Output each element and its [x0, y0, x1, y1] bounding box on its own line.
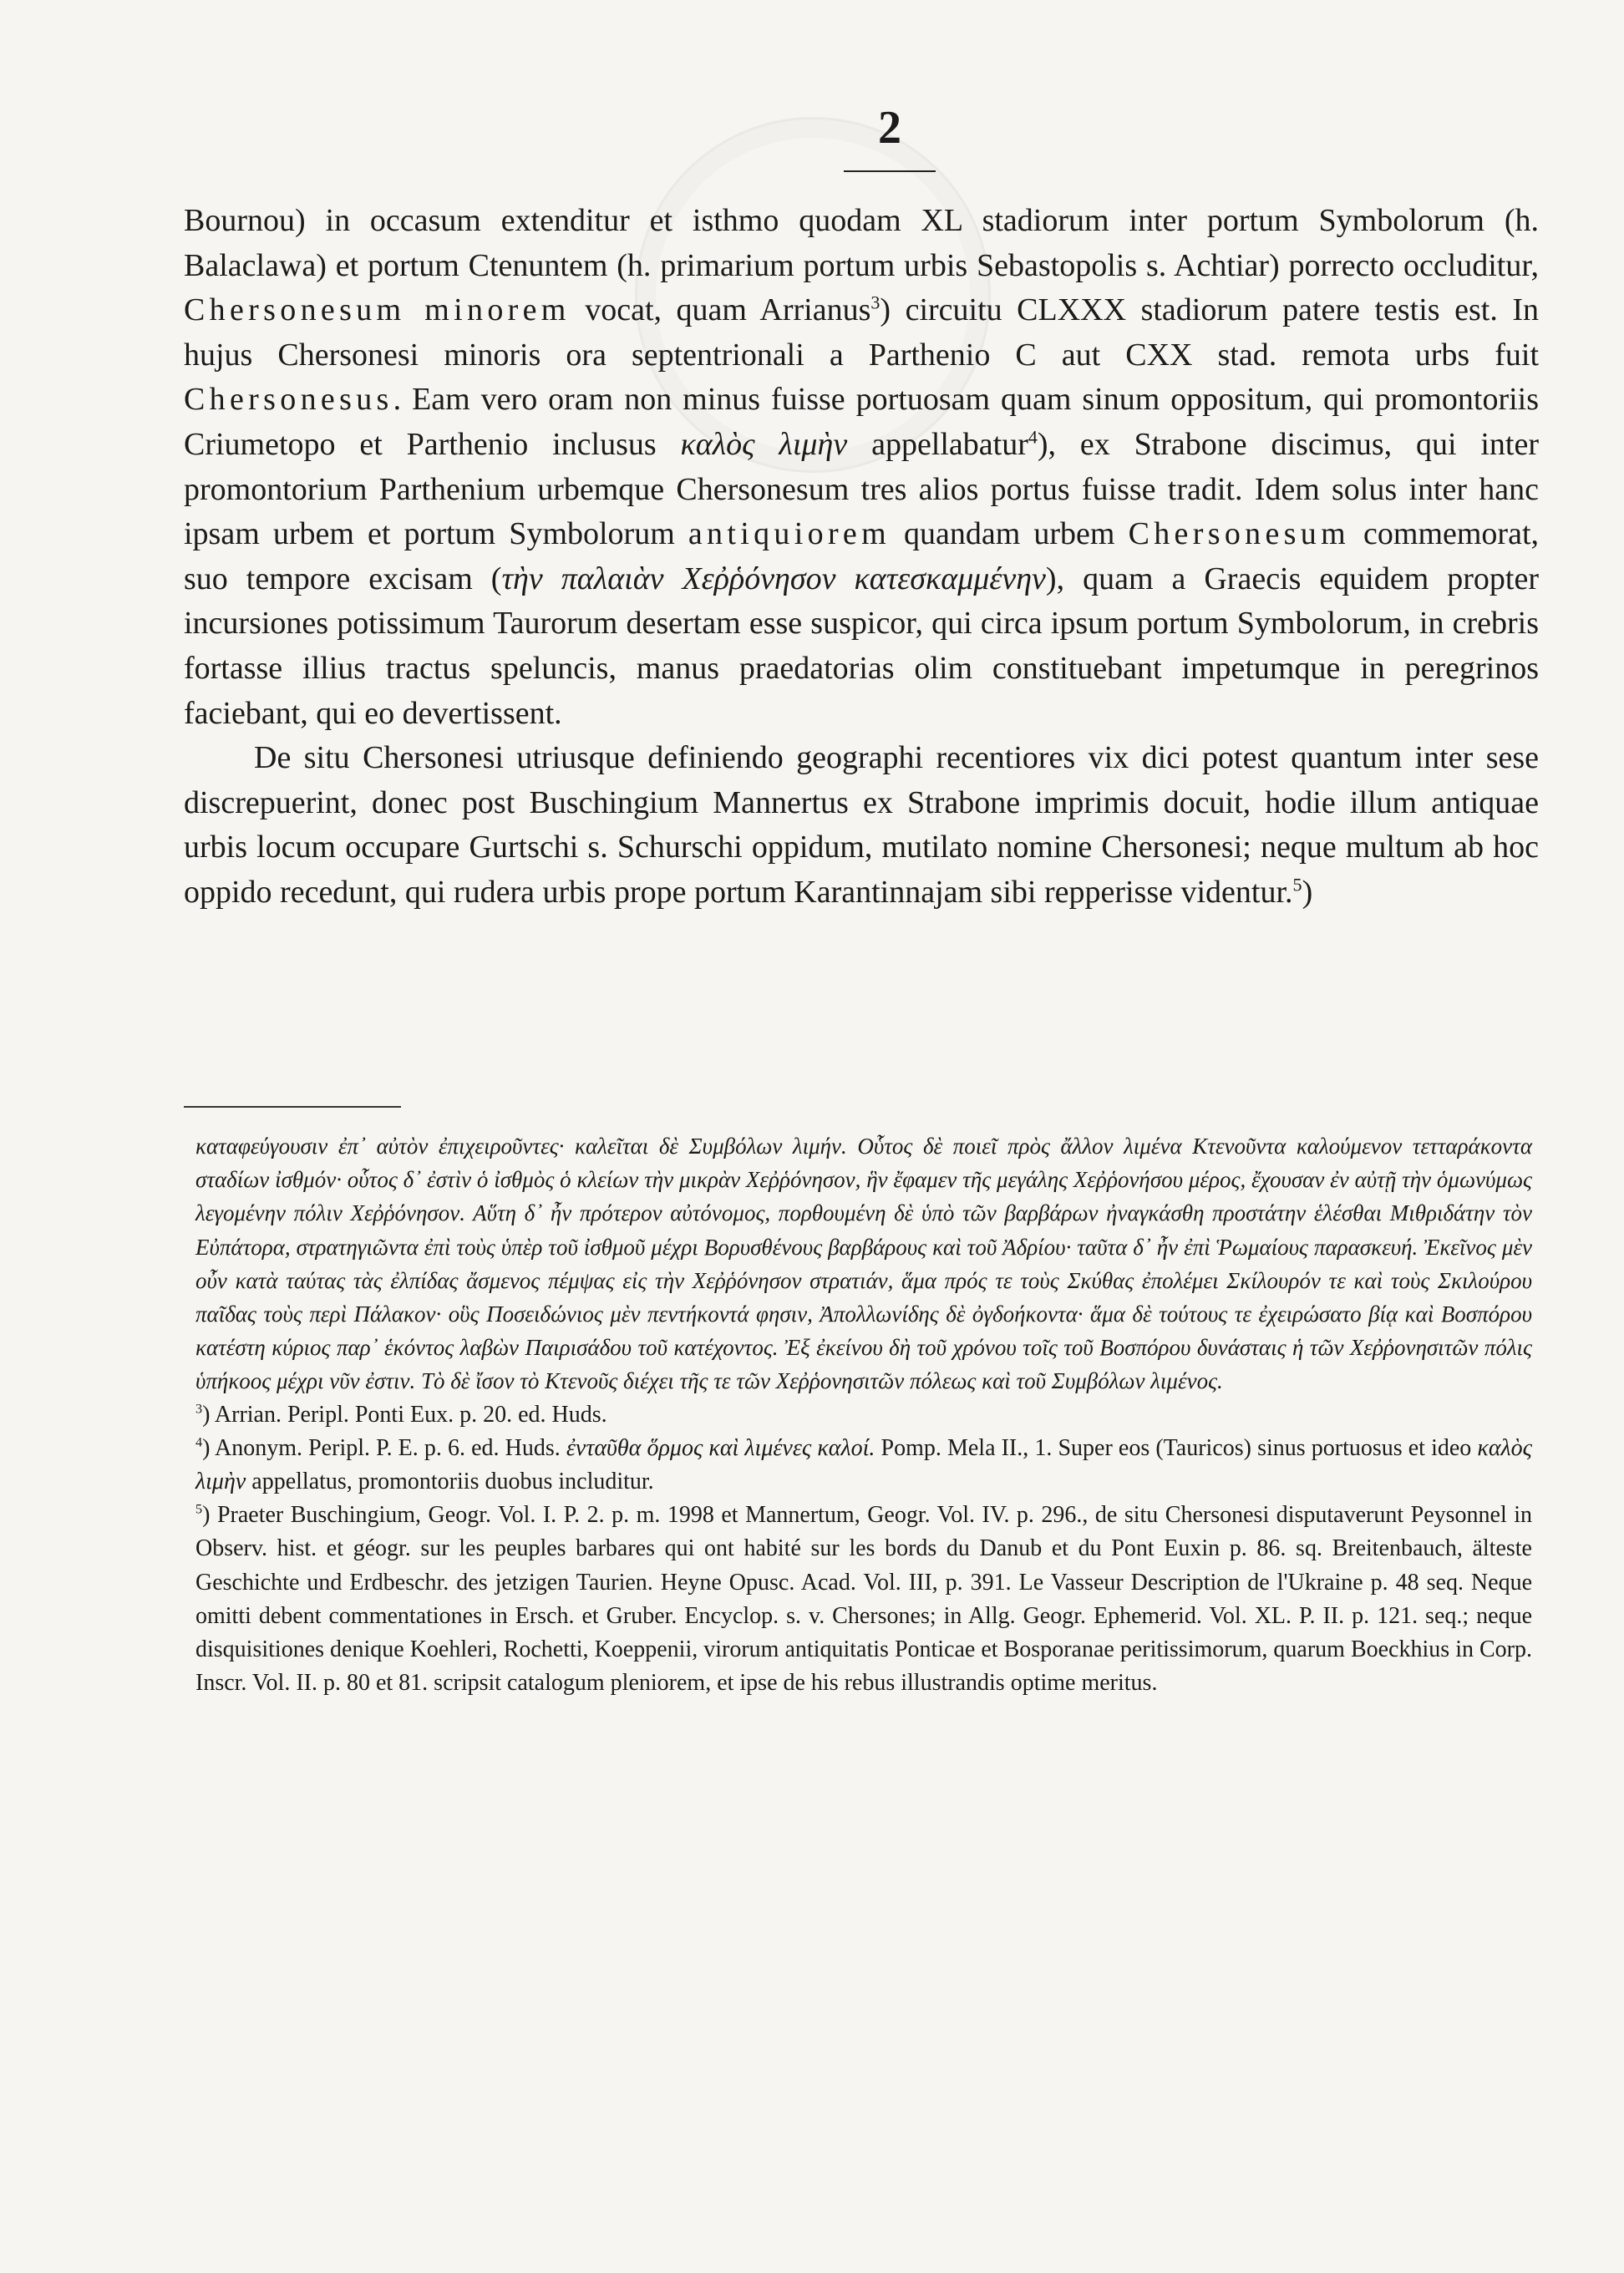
footnote-4 [195, 1432, 1532, 1499]
paragraph-2 [184, 736, 1539, 915]
text-run: Bournou) in occasum extenditur et isthmo quodam XL stadiorum inter portum Symbolorum (h. Balaclawa) et portum Ctenuntem (h. primarium portum urbis Sebastopolis s. Achtiar) porrecto occluditur, [184, 203, 1539, 283]
footnote-separator [184, 1106, 401, 1108]
greek-phrase: καλὸς λιμὴν [195, 1434, 1533, 1495]
text-run: ), ex Strabone discimus, qui inter promontorium Parthenium urbemque Chersonesum tres alios portus fuisse tradit. Idem solus inter hanc ipsam urbem et portum Symbolorum [184, 426, 1539, 552]
footnotes [195, 1129, 1532, 1700]
footnote-text: appellatus, promontoriis duobus includitur. [246, 1469, 654, 1495]
text-run: quandam urbem [890, 516, 1129, 552]
footnote-ref-3: 3 [870, 292, 881, 313]
text-run: vocat, quam Arrianus [570, 292, 871, 328]
footnote-text: ) Praeter Buschingium, Geogr. Vol. I. P. 2. p. m. 1998 et Mannertum, Geogr. Vol. IV. p. 296., de situ Chersonesi disputaverunt Peysonnel in Observ. hist. et géogr. sur les peuples barbares qui ont habité sur les bords du Danub et du Pont Euxin p. 86. sq. Breitenbauch, älteste Geschichte und Erdbeschr. des jetzigen Taurien. Heyne Opusc. Acad. Vol. III, p. 391. Le Vasseur Description de l'Ukraine p. 48 seq. Neque omitti debent commentationes in Ersch. et Gruber. Encyclop. s. v. Chersones; in Allg. Geogr. Ephemerid. Vol. XL. P. II. p. 121. seq.; neque disquisitiones denique Koehleri, Rochetti, Koeppenii, virorum antiquitatis Ponticae et Bosporanae peritissimorum, quarum Boeckhius in Corp. Inscr. Vol. II. p. 80 et 81. scripsit catalogum pleniorem, et ipse de his rebus illustrandis optime meritus. [195, 1502, 1532, 1697]
spaced-emphasis: Chersonesum minorem [184, 292, 571, 328]
page-number: 2 [878, 102, 901, 154]
footnote-text: Pomp. Mela II., 1. Super eos (Tauricos) sinus portuosus et ideo [875, 1434, 1478, 1461]
spaced-emphasis: antiquiorem [688, 516, 891, 552]
text-run: De situ Chersonesi utriusque definiendo geographi recentiores vix dici potest quantum inter sese discrepuerint, donec post Buschingium Mannertus ex Strabone imprimis docuit, hodie illum antiquae urbis locum occupare Gurtschi s. Schurschi oppidum, mutilato nomine Chersonesi; neque multum ab hoc oppido recedunt, qui rudera urbis prope portum Karantinnajam sibi repperisse videntur. [184, 740, 1539, 910]
footnote-ref-5: 5 [1292, 874, 1302, 896]
footnote-ref-4: 4 [1028, 426, 1038, 448]
spaced-emphasis: Chersonesum [1128, 516, 1350, 552]
spaced-emphasis: Chersonesus [184, 382, 393, 418]
greek-phrase: τὴν παλαιὰν Χεῤῥόνησον κατεσκαμμένην [501, 561, 1046, 596]
footnote-text: ) Arrian. Peripl. Ponti Eux. p. 20. ed. Huds. [202, 1401, 607, 1428]
greek-phrase: ἐνταῦθα ὅρμος καὶ λιμένες καλοί. [566, 1434, 875, 1461]
main-text [184, 199, 1539, 916]
footnote-marker: 5 [195, 1501, 203, 1517]
text-run: ) [1302, 874, 1313, 910]
text-run: appellabatur [847, 426, 1028, 462]
text-run: ), quam a Graecis equidem propter incursiones potissimum Taurorum desertam esse suspicor, qui circa ipsum portum Symbolorum, in crebris fortasse illius tractus speluncis, manus praedatorias olim constituebant impetumque in peregrinos faciebant, qui eo devertissent. [184, 561, 1539, 731]
footnote-3 [195, 1398, 1532, 1432]
footnote-marker: 3 [195, 1401, 203, 1417]
footnote-marker: 4 [195, 1434, 203, 1450]
greek-phrase: καλὸς λιμὴν [680, 426, 848, 462]
page-number-underline [844, 170, 936, 172]
text-run: commemorat, suo tempore excisam ( [184, 516, 1540, 596]
footnote-5 [195, 1499, 1532, 1700]
text-run: ) circuitu CLXXX stadiorum patere testis est. In hujus Chersonesi minoris ora septentrionali a Parthenio C aut CXX stad. remota urbs fuit [184, 292, 1540, 373]
footnote-greek-quotation: καταφεύγουσιν ἐπ᾽ αὐτὸν ἐπιχειροῦντες· καλεῖται δὲ Συμβόλων λιμήν. Οὗτος δὲ ποιεῖ πρὸς ἄλλον λιμένα Κτενοῦντα καλούμενον τετταράκοντα σταδίων ἰσθμόν· οὗτος δ᾽ ἐστὶν ὁ ἰσθμὸς ὁ κλείων τὴν μικρὰν Χεῤῥόνησον, ἣν ἔφαμεν τῆς μεγάλης Χεῤῥονήσου μέρος, ἔχουσαν ἐν αὐτῇ τὴν ὁμωνύμως λεγομένην πόλιν Χεῤῥόνησον. Αὕτη δ᾽ ἦν πρότερον αὐτόνομος, πορθουμένη δὲ ὑπὸ τῶν βαρβάρων ἠναγκάσθη προστάτην ἑλέσθαι Μιθριδάτην τὸν Εὐπάτορα, στρατηγιῶντα ἐπὶ τοὺς ὑπὲρ τοῦ ἰσθμοῦ μέχρι Βορυσθένους βαρβάρους καὶ τοῦ Ἀδρίου· ταῦτα δ᾽ ἦν ἐπὶ Ῥωμαίους παρασκευή. Ἐκεῖνος μὲν οὖν κατὰ ταύτας τὰς ἐλπίδας ἄσμενος πέμψας εἰς τὴν Χεῤῥόνησον στρατιάν, ἅμα πρός τε τοὺς Σκύθας ἐπολέμει Σκίλουρόν τε καὶ τοὺς Σκιλούρου παῖδας τοὺς περὶ Πάλακον· οὓς Ποσειδώνιος μὲν πεντήκοντά φησιν, Ἀπολλωνίδης δὲ ὀγδοήκοντα· ἅμα δὲ τούτους τε ἐχειρώσατο βίᾳ καὶ Βοσπόρου κατέστη κύριος παρ᾽ ἑκόντος λαβὼν Παιρισάδου τοῦ κατέχοντος. Ἐξ ἐκείνου δὴ τοῦ χρόνου τοῖς τοῦ Βοσπόρου δυνάσταις ἡ τῶν Χεῤῥονησιτῶν πόλις ὑπήκοος μέχρι νῦν ἐστιν. Τὸ δὲ ἴσον τὸ Κτενοῦς διέχει τῆς τε τῶν Χεῤῥονησιτῶν πόλεως καὶ τοῦ Συμβόλων λιμένος. [195, 1134, 1532, 1394]
text-run: . Eam vero oram non minus fuisse portuosam quam sinum oppositum, qui promontoriis Criumetopo et Parthenio inclusus [184, 382, 1539, 462]
paragraph-1 [184, 199, 1539, 736]
footnote-text: ) Anonym. Peripl. P. E. p. 6. ed. Huds. [202, 1434, 566, 1461]
